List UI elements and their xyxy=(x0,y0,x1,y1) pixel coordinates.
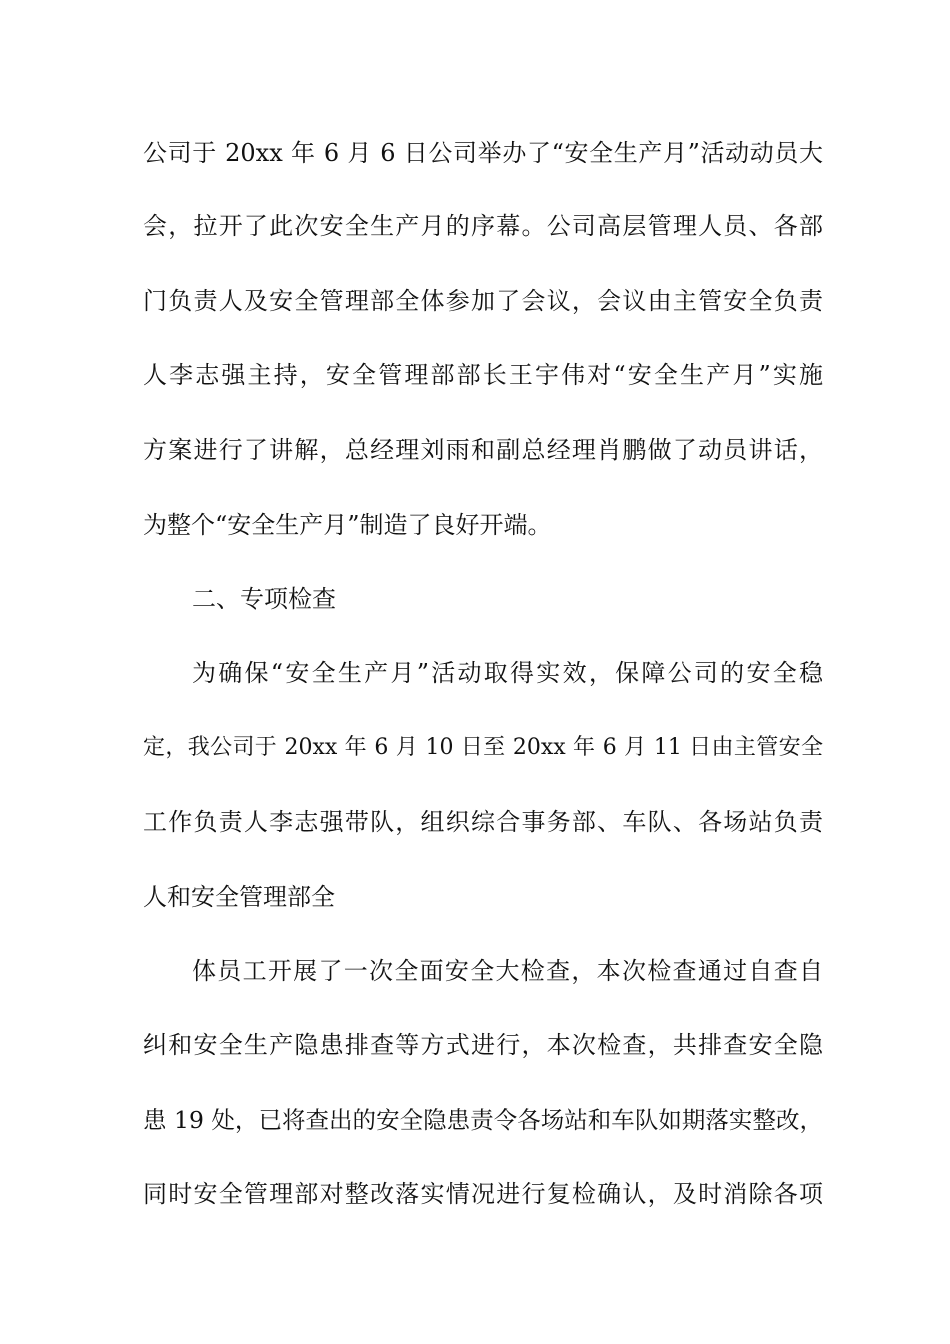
paragraph-line: 为确保“安全生产月”活动取得实效，保障公司的安全稳 xyxy=(192,659,823,687)
paragraph-line: 门负责人及安全管理部全体参加了会议，会议由主管安全负责 xyxy=(143,287,823,315)
paragraph-line: 人和安全管理部全 xyxy=(143,883,335,911)
paragraph-line: 定，我公司于 20xx 年 6 月 10 日至 20xx 年 6 月 11 日由主管安全 xyxy=(143,735,823,760)
paragraph-line: 同时安全管理部对整改落实情况进行复检确认，及时消除各项 xyxy=(143,1180,823,1208)
paragraph-line: 体员工开展了一次全面安全大检查，本次检查通过自查自 xyxy=(192,957,823,985)
paragraph-line: 纠和安全生产隐患排查等方式进行，本次检查，共排查安全隐 xyxy=(143,1031,823,1059)
section-heading: 二、专项检查 xyxy=(192,585,336,613)
paragraph-line: 为整个“安全生产月”制造了良好开端。 xyxy=(143,511,552,539)
paragraph-line: 公司于 20xx 年 6 月 6 日公司举办了“安全生产月”活动动员大 xyxy=(143,139,823,167)
paragraph-line: 人李志强主持，安全管理部部长王宇伟对“安全生产月”实施 xyxy=(143,361,823,389)
paragraph-line: 方案进行了讲解，总经理刘雨和副总经理肖鹏做了动员讲话， xyxy=(143,436,823,464)
paragraph-line: 会，拉开了此次安全生产月的序幕。公司高层管理人员、各部 xyxy=(143,212,823,240)
paragraph-line: 工作负责人李志强带队，组织综合事务部、车队、各场站负责 xyxy=(143,808,823,836)
paragraph-line: 患 19 处，已将查出的安全隐患责令各场站和车队如期落实整改， xyxy=(143,1106,823,1134)
